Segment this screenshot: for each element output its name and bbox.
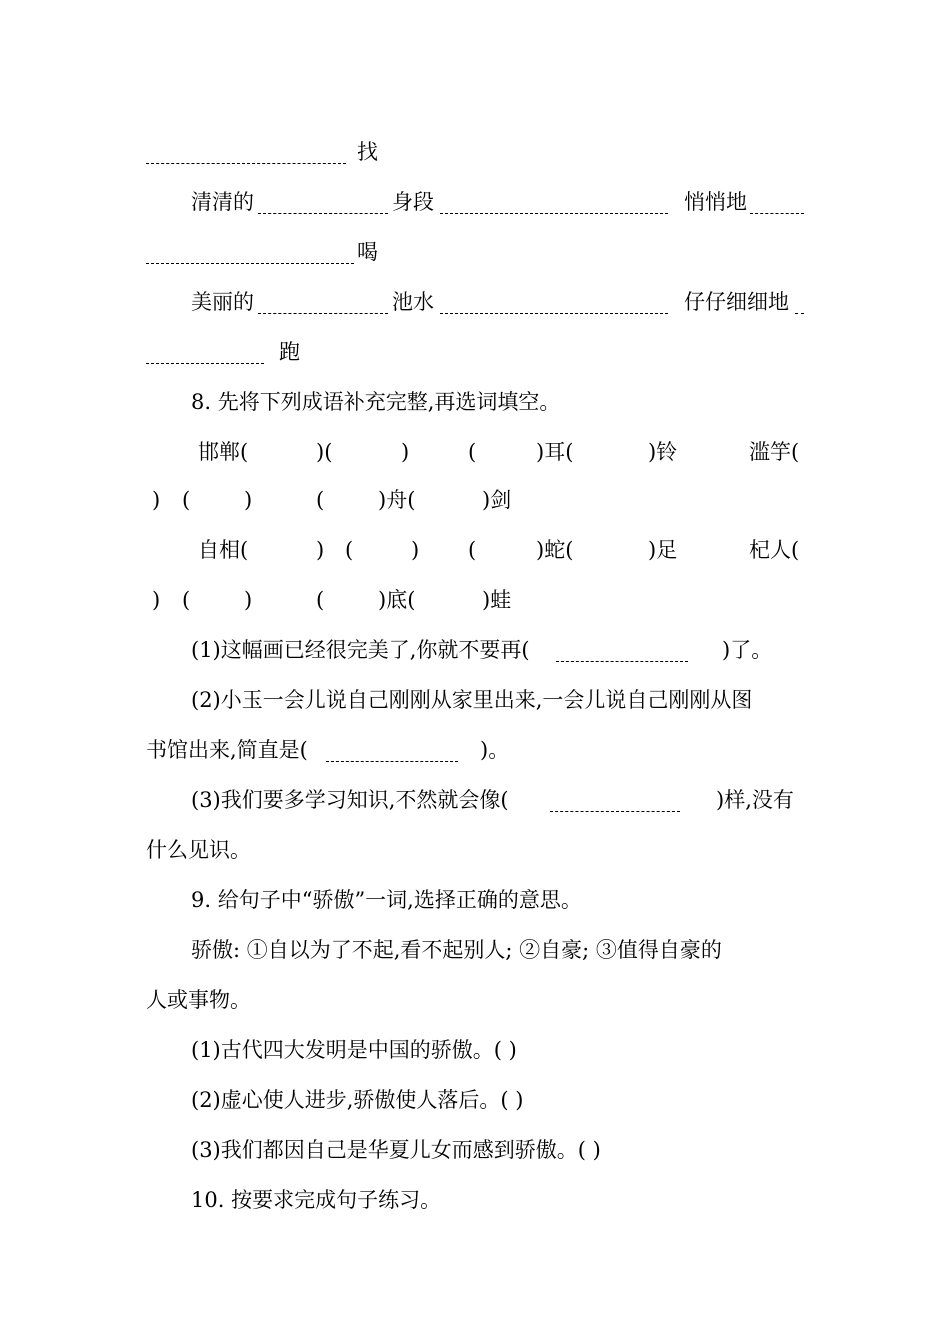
blank [146,241,354,264]
word-chishui: 池水 [392,290,434,314]
word-qingqing: 清清的 [191,190,254,214]
q8-title: 8. 先将下列成语补充完整,再选词填空。 [191,390,561,414]
word-pao: 跑 [279,340,300,364]
q9-sentence-2: (2)虚心使人进步,骄傲使人落后。( ) [191,1088,524,1112]
blank [146,341,264,364]
blank [550,789,680,812]
q8-idiom-row-2: 自相( ) ( ) ( )蛇( )足 杞人( [198,538,800,562]
q10-title: 10. 按要求完成句子练习。 [191,1188,442,1212]
word-zixi: 仔仔细细地 [684,290,789,314]
blank [258,291,388,314]
blank [795,291,804,314]
blank [556,639,688,662]
q9-sentence-1: (1)古代四大发明是中国的骄傲。( ) [191,1038,517,1062]
blank [258,191,388,214]
q9-definition: 骄傲: ①自以为了不起,看不起别人; ②自豪; ③值得自豪的 [191,938,722,962]
word-he: 喝 [357,240,378,264]
q9-title: 9. 给句子中“骄傲”一词,选择正确的意思。 [191,888,582,912]
q8-sentence-1: (1)这幅画已经很完美了,你就不要再( )了。 [191,638,773,662]
q8-sentence-3b: 什么见识。 [146,838,251,862]
q9-definition-b: 人或事物。 [146,988,251,1012]
word-line-he [0,232,950,272]
q9-sentence-3: (3)我们都因自己是华夏儿女而感到骄傲。( ) [191,1138,601,1162]
blank [146,141,346,164]
q8-sentence-2: (2)小玉一会儿说自己刚刚从家里出来,一会儿说自己刚刚从图 [191,688,753,712]
word-line-pao [0,332,950,372]
q8-idiom-row-2b: ) ( ) ( )底( )蛙 [152,588,512,612]
word-line-zhao [0,132,950,172]
word-zhao: 找 [357,140,378,164]
q8-sentence-3: (3)我们要多学习知识,不然就会像( )样,没有 [191,788,794,812]
blank [440,191,668,214]
word-shenduan: 身段 [392,190,434,214]
blank [440,291,668,314]
word-qiaoqiao: 悄悄地 [684,190,747,214]
blank [750,191,804,214]
q8-idiom-row-1b: ) ( ) ( )舟( )剑 [152,488,512,512]
word-line-row2 [0,282,950,322]
word-meili: 美丽的 [191,290,254,314]
q8-sentence-2b: 书馆出来,简直是( )。 [146,738,510,762]
blank [326,739,458,762]
word-line-row1 [0,182,950,222]
q8-idiom-row-1: 邯郸( )( ) ( )耳( )铃 滥竽( [198,440,800,464]
